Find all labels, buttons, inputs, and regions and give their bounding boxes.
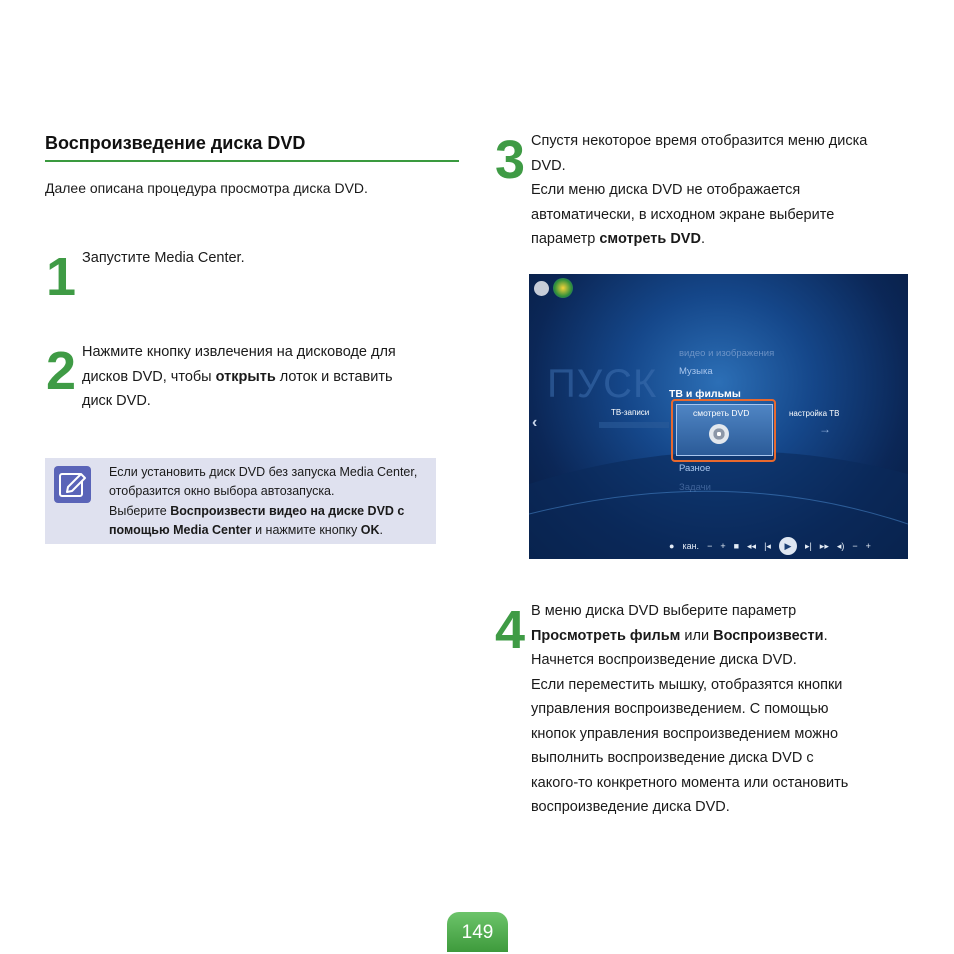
step-3-text: Спустя некоторое время отобразится меню диска DVD. Если меню диска DVD не отображается автоматически, в исходном экране выберите параметр смотреть DVD. [531, 133, 868, 247]
scroll-left-icon[interactable]: ‹ [532, 414, 538, 431]
menu-video[interactable]: видео и изображения [679, 348, 775, 359]
volume-up-icon[interactable]: + [865, 541, 871, 551]
windows-start-icon[interactable] [553, 278, 573, 298]
menu-misc[interactable]: Разное [679, 463, 711, 474]
step-2-number: 2 [46, 341, 77, 401]
volume-down-icon[interactable]: − [852, 541, 858, 551]
step-3-number: 3 [495, 130, 526, 190]
note-text: Если установить диск DVD без запуска Media Center, отобразится окно выбора автозапуска. Выберите Воспроизвести видео на диске DVD с помощью Media Center и нажмите кнопку OK. [109, 465, 418, 537]
fast-forward-icon[interactable]: ▸▸ [819, 540, 829, 551]
volume-icon[interactable]: ◂) [836, 540, 845, 551]
pencil-note-icon [54, 466, 91, 503]
dvd-disc-icon [709, 424, 729, 444]
menu-tv-movies[interactable]: ТВ и фильмы [669, 388, 741, 400]
rewind-icon[interactable]: ◂◂ [747, 540, 757, 551]
record-icon[interactable]: ● [669, 541, 675, 551]
step-4-text: В меню диска DVD выберите параметр Просмотреть фильм или Воспроизвести. Начнется воспроизведение диска DVD. Если переместить мышку, отобразятся кнопки управления воспроизведением. С помощью кнопок управления воспроизведением можно выполнить воспроизведение диска DVD с какого-то конкретного момента или остановить воспроизведение диска DVD. [531, 603, 849, 815]
stop-icon[interactable]: ■ [733, 541, 740, 551]
tile-watch-dvd-label: смотреть DVD [693, 408, 750, 418]
section-title: Воспроизведение диска DVD [45, 133, 306, 153]
tile-recorded-preview [599, 422, 669, 428]
menu-tasks[interactable]: Задачи [679, 482, 711, 493]
channel-up-icon[interactable]: + [720, 541, 726, 551]
arrow-right-icon: → [819, 422, 831, 436]
step-2-text: Нажмите кнопку извлечения на дисководе для дисков DVD, чтобы открыть лоток и вставить диск DVD. [82, 344, 396, 409]
tile-recorded-tv[interactable]: ТВ-записи [611, 408, 650, 417]
channel-label: кан. [682, 541, 700, 551]
playback-controls [669, 536, 904, 556]
title-divider [45, 160, 459, 162]
page-number: 149 [447, 912, 508, 952]
step-4-number: 4 [495, 600, 526, 660]
start-heading: ПУСК [547, 362, 658, 406]
play-icon[interactable]: ▶ [779, 537, 797, 555]
step-1-number: 1 [46, 247, 77, 307]
tile-tv-setup[interactable]: настройка ТВ [789, 409, 840, 418]
media-center-screenshot [529, 274, 908, 559]
back-button-icon[interactable] [534, 281, 549, 296]
intro-text: Далее описана процедура просмотра диска DVD. [45, 180, 368, 196]
skip-forward-icon[interactable]: ▸| [804, 540, 812, 551]
skip-back-icon[interactable]: |◂ [764, 540, 771, 551]
menu-music[interactable]: Музыка [679, 366, 713, 377]
step-1-text: Запустите Media Center. [82, 250, 245, 266]
channel-down-icon[interactable]: − [707, 541, 713, 551]
